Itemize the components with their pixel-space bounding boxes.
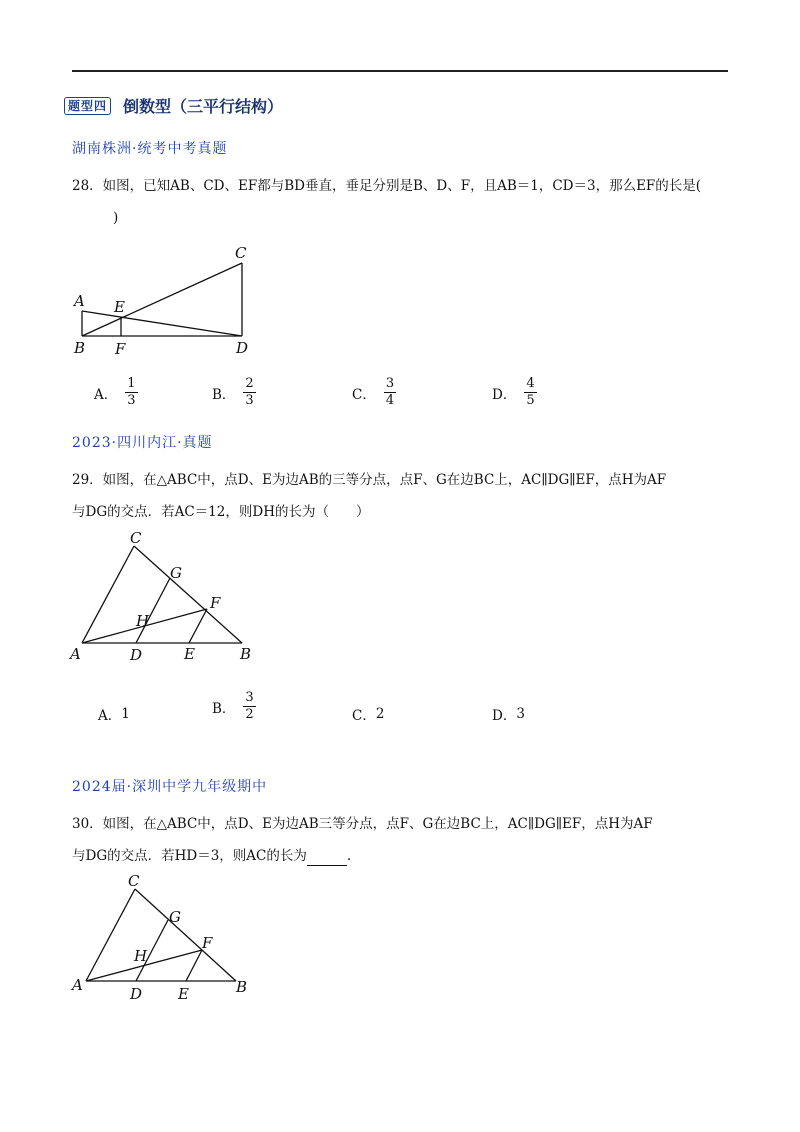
q30-line2-end: . [346,848,352,864]
segment-cb [134,546,242,643]
fraction [243,376,255,409]
section-badge: 题型四 [64,97,111,115]
option-letter: C． [352,386,376,403]
numerator: 2 [245,376,254,391]
label-h: H [136,612,150,630]
q30-source: 2024届·深圳中学九年级期中 [72,779,268,795]
numerator: 4 [526,376,535,391]
numerator: 1 [127,376,136,391]
q30-line2-text: 与DG的交点．若HD＝3，则AC的长为 [72,848,307,864]
label-d: D [130,646,143,664]
top-rule [72,70,728,72]
label-g: G [169,908,181,926]
option-letter: D． [492,386,517,403]
q29-text-line2: 与DG的交点．若AC＝12，则DH的长为（ ） [72,504,370,520]
label-g: G [170,564,182,582]
option-value: 3 [516,706,525,722]
q29-option-a[interactable] [98,704,130,724]
label-c: C [128,872,140,890]
label-b: B [240,645,252,663]
label-a: A [74,292,85,310]
q29-option-c[interactable] [352,704,384,724]
q29-option-d[interactable] [492,704,525,724]
label-d: D [236,339,249,357]
denominator: 5 [526,393,535,408]
option-letter: B． [212,700,236,717]
option-value: 2 [375,706,385,722]
label-f: F [202,934,213,952]
label-e: E [114,298,125,316]
fraction [243,690,255,723]
fraction [125,376,137,409]
segment-dg [136,578,170,643]
segment-ad [82,311,242,336]
label-c: C [130,529,142,547]
q29-option-b[interactable] [212,690,256,723]
q28-option-c[interactable] [352,376,396,409]
denominator: 4 [385,393,395,408]
option-letter: A． [94,386,118,403]
q28-option-a[interactable] [94,376,138,409]
section-title: 倒数型（三平行结构） [123,97,284,116]
segment-ef [186,950,202,981]
denominator: 3 [127,393,136,408]
label-a: A [72,976,83,994]
q28-text-line2: ) [113,210,119,226]
q30-figure [64,868,274,1008]
label-h: H [134,947,148,965]
q28-option-d[interactable] [492,376,537,409]
q29-figure [64,526,274,666]
segment-bc [82,263,242,336]
label-e: E [184,645,195,663]
q28-source: 湖南株洲·统考中考真题 [72,141,228,157]
q30-text-line1: 30．如图，在△ABC中，点D、E为边AB三等分点，点F、G在边BC上，AC∥DG∥EF，点H为AF [72,816,653,832]
answer-blank[interactable] [307,851,347,866]
label-c: C [235,244,247,262]
section-header [64,94,283,117]
option-letter: D． [492,708,517,724]
numerator: 3 [385,376,395,391]
q28-figure [60,236,280,360]
segment-ac [82,546,134,643]
option-letter: C． [352,708,376,724]
option-letter: A． [98,708,122,724]
label-b: B [74,339,86,357]
q29-text-line1: 29．如图，在△ABC中，点D、E为边AB的三等分点，点F、G在边BC上，AC∥DG∥EF，点H为AF [72,472,667,488]
label-b: B [236,978,248,996]
fraction [524,376,536,409]
label-a: A [70,645,81,663]
q30-text-line2 [72,846,351,866]
option-letter: B． [212,386,236,403]
option-value: 1 [121,706,130,722]
q28-option-b[interactable] [212,376,256,409]
denominator: 3 [245,393,254,408]
denominator: 2 [245,707,254,722]
label-f: F [210,594,221,612]
fraction [384,376,396,409]
segment-ef [189,609,207,643]
numerator: 3 [245,690,254,705]
label-f: F [115,340,126,358]
label-d: D [130,985,143,1003]
segment-ac [86,889,135,981]
q29-source: 2023·四川内江·真题 [72,435,213,451]
q28-text-line1: 28．如图，已知AB、CD、EF都与BD垂直，垂足分别是B、D、F，且AB＝1，CD＝3，那么EF的长是( [72,178,702,194]
segment-cb [135,889,236,981]
label-e: E [178,985,189,1003]
